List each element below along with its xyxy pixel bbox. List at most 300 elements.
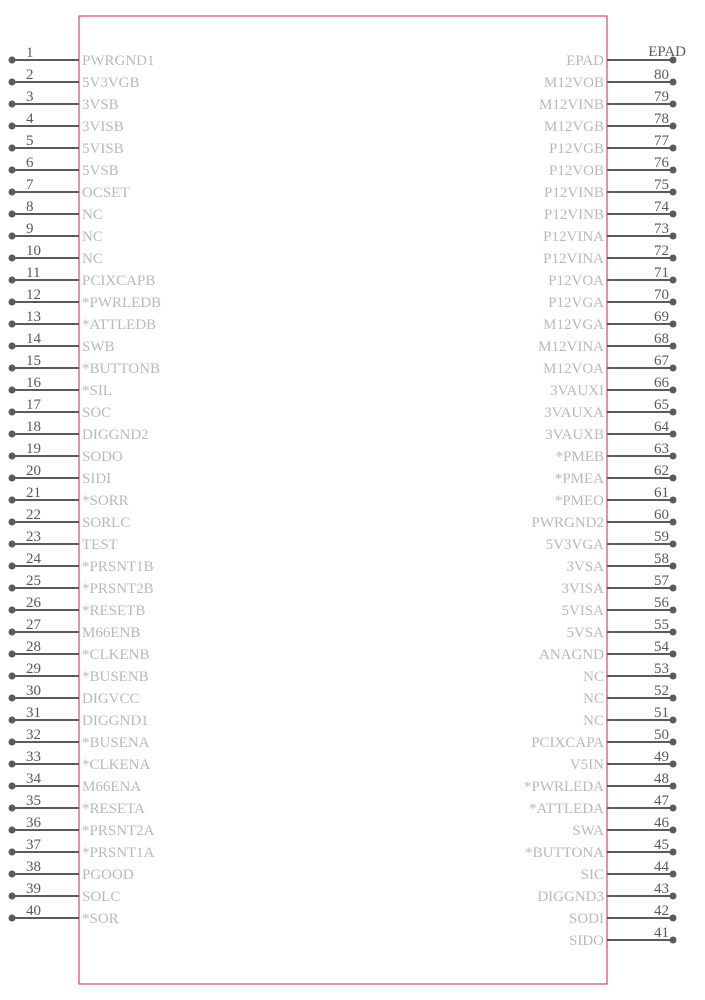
- pin-name: P12VGB: [548, 141, 604, 157]
- pin-name: *PRSNT1B: [82, 559, 154, 575]
- pin-endpoint-dot: [670, 211, 677, 218]
- pin-name: SWB: [82, 339, 115, 355]
- pin-endpoint-dot: [9, 431, 16, 438]
- pin-name: NC: [583, 713, 604, 729]
- pin-number: 50: [654, 727, 669, 743]
- pin-name: *RESETB: [82, 603, 146, 619]
- right-pin-63: [556, 441, 677, 465]
- pin-name: 5VSB: [82, 163, 119, 179]
- pin-endpoint-dot: [670, 893, 677, 900]
- right-pin-74: [544, 199, 677, 223]
- pin-endpoint-dot: [9, 211, 16, 218]
- right-pin-53: [583, 661, 676, 685]
- pin-endpoint-dot: [9, 101, 16, 108]
- pin-name: V5IN: [569, 757, 604, 773]
- right-pin-76: [549, 155, 677, 179]
- pin-name: EPAD: [566, 53, 604, 69]
- pin-endpoint-dot: [670, 783, 677, 790]
- pin-number: 10: [26, 243, 41, 259]
- pin-number: 19: [26, 441, 41, 457]
- pin-number: 7: [26, 177, 34, 193]
- pin-name: 3VISA: [561, 581, 604, 597]
- right-pin-group: [524, 44, 686, 949]
- pin-number: 68: [654, 331, 669, 347]
- right-pin-72: [543, 243, 676, 267]
- pin-name: *SOR: [82, 911, 119, 927]
- left-pin-2: [9, 67, 140, 91]
- pin-number: 44: [654, 859, 669, 875]
- pin-name: *PWRLEDA: [524, 779, 604, 795]
- right-pin-47: [529, 793, 677, 817]
- pin-number: 38: [26, 859, 41, 875]
- pin-name: M12VGB: [543, 119, 604, 135]
- right-pin-54: [539, 639, 677, 663]
- pin-number: 64: [654, 419, 669, 435]
- pin-name: *PRSNT2B: [82, 581, 154, 597]
- pin-number: 66: [654, 375, 669, 391]
- right-pin-78: [544, 111, 677, 135]
- pin-endpoint-dot: [670, 475, 677, 482]
- left-pin-37: [9, 837, 155, 861]
- pin-number: 14: [26, 331, 41, 347]
- pin-endpoint-dot: [9, 233, 16, 240]
- left-pin-6: [9, 155, 119, 179]
- pin-name: SIC: [580, 867, 604, 883]
- pin-endpoint-dot: [9, 871, 16, 878]
- right-pin-56: [561, 595, 676, 619]
- pin-number: 63: [654, 441, 669, 457]
- pin-number: 79: [654, 89, 669, 105]
- pin-endpoint-dot: [9, 739, 16, 746]
- pin-number: 46: [654, 815, 669, 831]
- pin-name: 3VISB: [82, 119, 124, 135]
- pin-number: 45: [654, 837, 669, 853]
- right-pin-52: [583, 683, 676, 707]
- right-pin-59: [546, 529, 677, 553]
- left-pin-14: [9, 331, 115, 355]
- pin-endpoint-dot: [670, 255, 677, 262]
- left-pin-40: [9, 903, 119, 927]
- pin-name: *PRSNT1A: [82, 845, 155, 861]
- pin-name: *ATTLEDB: [82, 317, 157, 333]
- pin-endpoint-dot: [9, 277, 16, 284]
- pin-endpoint-dot: [670, 651, 677, 658]
- pin-endpoint-dot: [670, 409, 677, 416]
- pin-name: SIDO: [568, 933, 604, 949]
- pin-number: 76: [654, 155, 669, 171]
- pin-name: M12VOB: [543, 75, 604, 91]
- pin-name: PCIXCAPB: [82, 273, 156, 289]
- pin-name: P12VGA: [548, 295, 604, 311]
- pin-number: 5: [26, 133, 34, 149]
- pin-endpoint-dot: [9, 57, 16, 64]
- pin-endpoint-dot: [9, 189, 16, 196]
- pin-name: 5VISB: [82, 141, 124, 157]
- pin-number: 75: [654, 177, 669, 193]
- pin-name: P12VINA: [543, 251, 604, 267]
- pin-name: P12VINB: [543, 185, 604, 201]
- pin-endpoint-dot: [9, 519, 16, 526]
- pin-endpoint-dot: [670, 321, 677, 328]
- pin-number: 51: [654, 705, 669, 721]
- left-pin-13: [9, 309, 157, 333]
- pin-name: OCSET: [82, 185, 130, 201]
- left-pin-3: [9, 89, 119, 113]
- pin-number: 57: [654, 573, 669, 589]
- pin-name: TEST: [82, 537, 118, 553]
- pin-name: 5VISA: [561, 603, 604, 619]
- right-pin-50: [531, 727, 676, 751]
- pin-number: 74: [654, 199, 669, 215]
- pin-endpoint-dot: [9, 343, 16, 350]
- pin-name: SWA: [572, 823, 604, 839]
- left-pin-15: [9, 353, 161, 377]
- pin-number: 22: [26, 507, 41, 523]
- pin-name: PCIXCAPA: [531, 735, 604, 751]
- pin-name: *PWRLEDB: [82, 295, 162, 311]
- pin-name: *SORR: [82, 493, 129, 509]
- pin-name: DIGGND2: [82, 427, 149, 443]
- left-pin-30: [9, 683, 140, 707]
- pin-endpoint-dot: [670, 387, 677, 394]
- pin-endpoint-dot: [670, 761, 677, 768]
- pin-endpoint-dot: [9, 783, 16, 790]
- left-pin-5: [9, 133, 124, 157]
- pin-name: 3VAUXA: [544, 405, 604, 421]
- pin-endpoint-dot: [9, 915, 16, 922]
- pin-name: NC: [82, 207, 103, 223]
- left-pin-38: [9, 859, 134, 883]
- right-pin-66: [550, 375, 676, 399]
- right-pin-79: [539, 89, 677, 113]
- pin-name: M12VINB: [538, 97, 604, 113]
- pin-number: 70: [654, 287, 669, 303]
- pin-name: *PRSNT2A: [82, 823, 155, 839]
- pin-endpoint-dot: [9, 475, 16, 482]
- pin-endpoint-dot: [9, 497, 16, 504]
- pin-number: 2: [26, 67, 34, 83]
- pin-endpoint-dot: [9, 717, 16, 724]
- pin-number: 42: [654, 903, 669, 919]
- pin-name: P12VOA: [548, 273, 604, 289]
- right-pin-64: [545, 419, 676, 443]
- pin-number: 8: [26, 199, 34, 215]
- pin-name: NC: [583, 691, 604, 707]
- right-pin-70: [548, 287, 676, 311]
- pin-number: 32: [26, 727, 41, 743]
- right-pin-62: [555, 463, 677, 487]
- pin-name: NC: [82, 251, 103, 267]
- pin-endpoint-dot: [670, 541, 677, 548]
- pin-endpoint-dot: [670, 189, 677, 196]
- left-pin-21: [9, 485, 129, 509]
- left-pin-8: [9, 199, 103, 223]
- left-pin-17: [9, 397, 112, 421]
- pin-number: 31: [26, 705, 41, 721]
- pin-endpoint-dot: [670, 585, 677, 592]
- pin-name: 3VSA: [566, 559, 604, 575]
- pin-number: 9: [26, 221, 34, 237]
- pin-endpoint-dot: [9, 387, 16, 394]
- pin-endpoint-dot: [670, 805, 677, 812]
- left-pin-20: [9, 463, 112, 487]
- pin-endpoint-dot: [670, 431, 677, 438]
- pin-endpoint-dot: [670, 695, 677, 702]
- pin-endpoint-dot: [670, 497, 677, 504]
- pin-endpoint-dot: [670, 607, 677, 614]
- pin-number: 29: [26, 661, 41, 677]
- right-pin-77: [549, 133, 677, 157]
- pin-endpoint-dot: [9, 321, 16, 328]
- pin-name: SOC: [82, 405, 112, 421]
- pin-number: 30: [26, 683, 41, 699]
- pin-name: M66ENA: [82, 779, 142, 795]
- pin-number: 27: [26, 617, 41, 633]
- pin-number: 40: [26, 903, 41, 919]
- pin-endpoint-dot: [670, 519, 677, 526]
- pin-number: 15: [26, 353, 41, 369]
- pin-endpoint-dot: [9, 563, 16, 570]
- left-pin-9: [9, 221, 103, 245]
- right-pin-71: [548, 265, 676, 289]
- pin-endpoint-dot: [670, 629, 677, 636]
- pin-number: 52: [654, 683, 669, 699]
- pin-name: 5V3VGB: [82, 75, 140, 91]
- pin-endpoint-dot: [9, 827, 16, 834]
- left-pin-25: [9, 573, 154, 597]
- pin-number: 16: [26, 375, 41, 391]
- right-pin-57: [561, 573, 676, 597]
- component-body: [79, 16, 607, 984]
- pin-endpoint-dot: [670, 849, 677, 856]
- pin-number: 59: [654, 529, 669, 545]
- pin-name: *BUTTONB: [82, 361, 161, 377]
- pin-endpoint-dot: [670, 673, 677, 680]
- pin-endpoint-dot: [9, 629, 16, 636]
- pin-number: 61: [654, 485, 669, 501]
- pin-number: 73: [654, 221, 669, 237]
- right-pin-58: [566, 551, 676, 575]
- pin-endpoint-dot: [670, 871, 677, 878]
- pin-endpoint-dot: [670, 145, 677, 152]
- pin-endpoint-dot: [9, 849, 16, 856]
- pin-name: P12VOB: [548, 163, 604, 179]
- pin-number: 47: [654, 793, 669, 809]
- pin-name: 3VAUXB: [545, 427, 604, 443]
- right-pin-42: [569, 903, 677, 927]
- left-pin-26: [9, 595, 146, 619]
- pin-name: NC: [583, 669, 604, 685]
- right-pin-80: [544, 67, 677, 91]
- pin-number: 17: [26, 397, 41, 413]
- pin-name: NC: [82, 229, 103, 245]
- left-pin-group: [9, 45, 162, 927]
- pin-endpoint-dot: [670, 915, 677, 922]
- right-pin-EPAD: [566, 44, 686, 69]
- pin-name: 5V3VGA: [545, 537, 604, 553]
- pin-name: *BUSENA: [82, 735, 150, 751]
- pin-name: SODI: [568, 911, 604, 927]
- pin-endpoint-dot: [670, 123, 677, 130]
- pin-endpoint-dot: [670, 233, 677, 240]
- pin-number: 35: [26, 793, 41, 809]
- right-pin-45: [525, 837, 676, 861]
- pin-endpoint-dot: [9, 453, 16, 460]
- pin-number: 41: [654, 925, 669, 941]
- pin-endpoint-dot: [9, 79, 16, 86]
- pin-endpoint-dot: [670, 937, 677, 944]
- left-pin-39: [9, 881, 121, 905]
- right-pin-60: [531, 507, 676, 531]
- pin-name: ANAGND: [539, 647, 604, 663]
- pin-name: PWRGND2: [531, 515, 604, 531]
- left-pin-36: [9, 815, 155, 839]
- right-pin-49: [570, 749, 677, 773]
- pin-number: 18: [26, 419, 41, 435]
- pin-number: 12: [26, 287, 41, 303]
- pin-name: *PMEO: [554, 493, 604, 509]
- pin-name: *SIL: [82, 383, 112, 399]
- right-pin-75: [544, 177, 677, 201]
- pin-number: 80: [654, 67, 669, 83]
- pin-name: SIDI: [82, 471, 112, 487]
- pin-endpoint-dot: [670, 343, 677, 350]
- left-pin-10: [9, 243, 103, 267]
- pin-number: 28: [26, 639, 41, 655]
- pin-number: 56: [654, 595, 669, 611]
- left-pin-24: [9, 551, 154, 575]
- right-pin-67: [543, 353, 676, 377]
- pin-name: *RESETA: [82, 801, 145, 817]
- pin-endpoint-dot: [670, 827, 677, 834]
- pin-endpoint-dot: [9, 585, 16, 592]
- right-pin-73: [543, 221, 676, 245]
- pin-number: 55: [654, 617, 669, 633]
- pin-endpoint-dot: [9, 893, 16, 900]
- left-pin-4: [9, 111, 124, 135]
- pin-endpoint-dot: [670, 101, 677, 108]
- pin-endpoint-dot: [670, 79, 677, 86]
- pin-number: 72: [654, 243, 669, 259]
- pin-name: M12VOA: [543, 361, 604, 377]
- pin-name: *PMEA: [554, 471, 604, 487]
- pin-number: 43: [654, 881, 669, 897]
- left-pin-7: [9, 177, 130, 201]
- right-pin-51: [583, 705, 676, 729]
- pin-number: 48: [654, 771, 669, 787]
- pin-name: DIGGND1: [82, 713, 149, 729]
- pin-endpoint-dot: [9, 695, 16, 702]
- pin-name: 3VAUXI: [550, 383, 604, 399]
- pin-number: 6: [26, 155, 34, 171]
- pin-endpoint-dot: [9, 607, 16, 614]
- pin-name: PWRGND1: [82, 53, 155, 69]
- pin-number: 24: [26, 551, 41, 567]
- pin-name: M12VGA: [543, 317, 604, 333]
- pin-name: PGOOD: [82, 867, 134, 883]
- left-pin-35: [9, 793, 146, 817]
- pin-number: 4: [26, 111, 34, 127]
- pin-name: *BUTTONA: [525, 845, 604, 861]
- left-pin-27: [9, 617, 141, 641]
- pin-endpoint-dot: [9, 761, 16, 768]
- pin-number: 11: [26, 265, 41, 281]
- pin-number: 53: [654, 661, 669, 677]
- pin-number: 34: [26, 771, 41, 787]
- pin-number: 36: [26, 815, 41, 831]
- pin-endpoint-dot: [9, 167, 16, 174]
- left-pin-34: [9, 771, 142, 795]
- pin-endpoint-dot: [9, 673, 16, 680]
- pin-name: M12VINA: [538, 339, 604, 355]
- pin-number: 39: [26, 881, 41, 897]
- left-pin-16: [9, 375, 113, 399]
- pin-endpoint-dot: [9, 541, 16, 548]
- pin-number: 33: [26, 749, 41, 765]
- left-pin-1: [9, 45, 155, 69]
- right-pin-41: [569, 925, 677, 949]
- pin-endpoint-dot: [670, 739, 677, 746]
- pin-number: 71: [654, 265, 669, 281]
- pin-number: 23: [26, 529, 41, 545]
- left-pin-22: [9, 507, 131, 531]
- pin-endpoint-dot: [670, 563, 677, 570]
- pin-name: P12VINB: [543, 207, 604, 223]
- pin-name: 5VSA: [566, 625, 604, 641]
- right-pin-69: [543, 309, 676, 333]
- pin-name: DIGVCC: [82, 691, 140, 707]
- pin-name: DIGGND3: [537, 889, 604, 905]
- pin-number: 3: [26, 89, 34, 105]
- pin-number: 58: [654, 551, 669, 567]
- left-pin-19: [9, 441, 124, 465]
- pin-number: 54: [654, 639, 669, 655]
- pin-endpoint-dot: [9, 365, 16, 372]
- pin-name: *PMEB: [555, 449, 604, 465]
- pin-endpoint-dot: [670, 717, 677, 724]
- pin-name: SORLC: [82, 515, 131, 531]
- left-pin-12: [9, 287, 162, 311]
- pin-number: EPAD: [648, 44, 686, 60]
- left-pin-11: [9, 265, 156, 289]
- pin-name: *CLKENB: [82, 647, 150, 663]
- pin-name: *ATTLEDA: [529, 801, 604, 817]
- pin-number: 49: [654, 749, 669, 765]
- pin-number: 26: [26, 595, 41, 611]
- pin-endpoint-dot: [9, 145, 16, 152]
- pin-name: SODO: [82, 449, 123, 465]
- right-pin-48: [524, 771, 677, 795]
- pin-endpoint-dot: [670, 299, 677, 306]
- right-pin-55: [566, 617, 676, 641]
- right-pin-61: [555, 485, 677, 509]
- pin-endpoint-dot: [9, 299, 16, 306]
- pin-number: 13: [26, 309, 41, 325]
- pin-endpoint-dot: [9, 651, 16, 658]
- pin-name: 3VSB: [82, 97, 119, 113]
- pin-number: 25: [26, 573, 41, 589]
- pin-number: 37: [26, 837, 41, 853]
- pin-name: *CLKENA: [82, 757, 151, 773]
- pin-endpoint-dot: [9, 409, 16, 416]
- pin-endpoint-dot: [670, 277, 677, 284]
- pin-name: *BUSENB: [82, 669, 149, 685]
- pin-endpoint-dot: [9, 123, 16, 130]
- pin-endpoint-dot: [670, 167, 677, 174]
- pin-number: 67: [654, 353, 669, 369]
- pin-endpoint-dot: [9, 805, 16, 812]
- pin-endpoint-dot: [9, 255, 16, 262]
